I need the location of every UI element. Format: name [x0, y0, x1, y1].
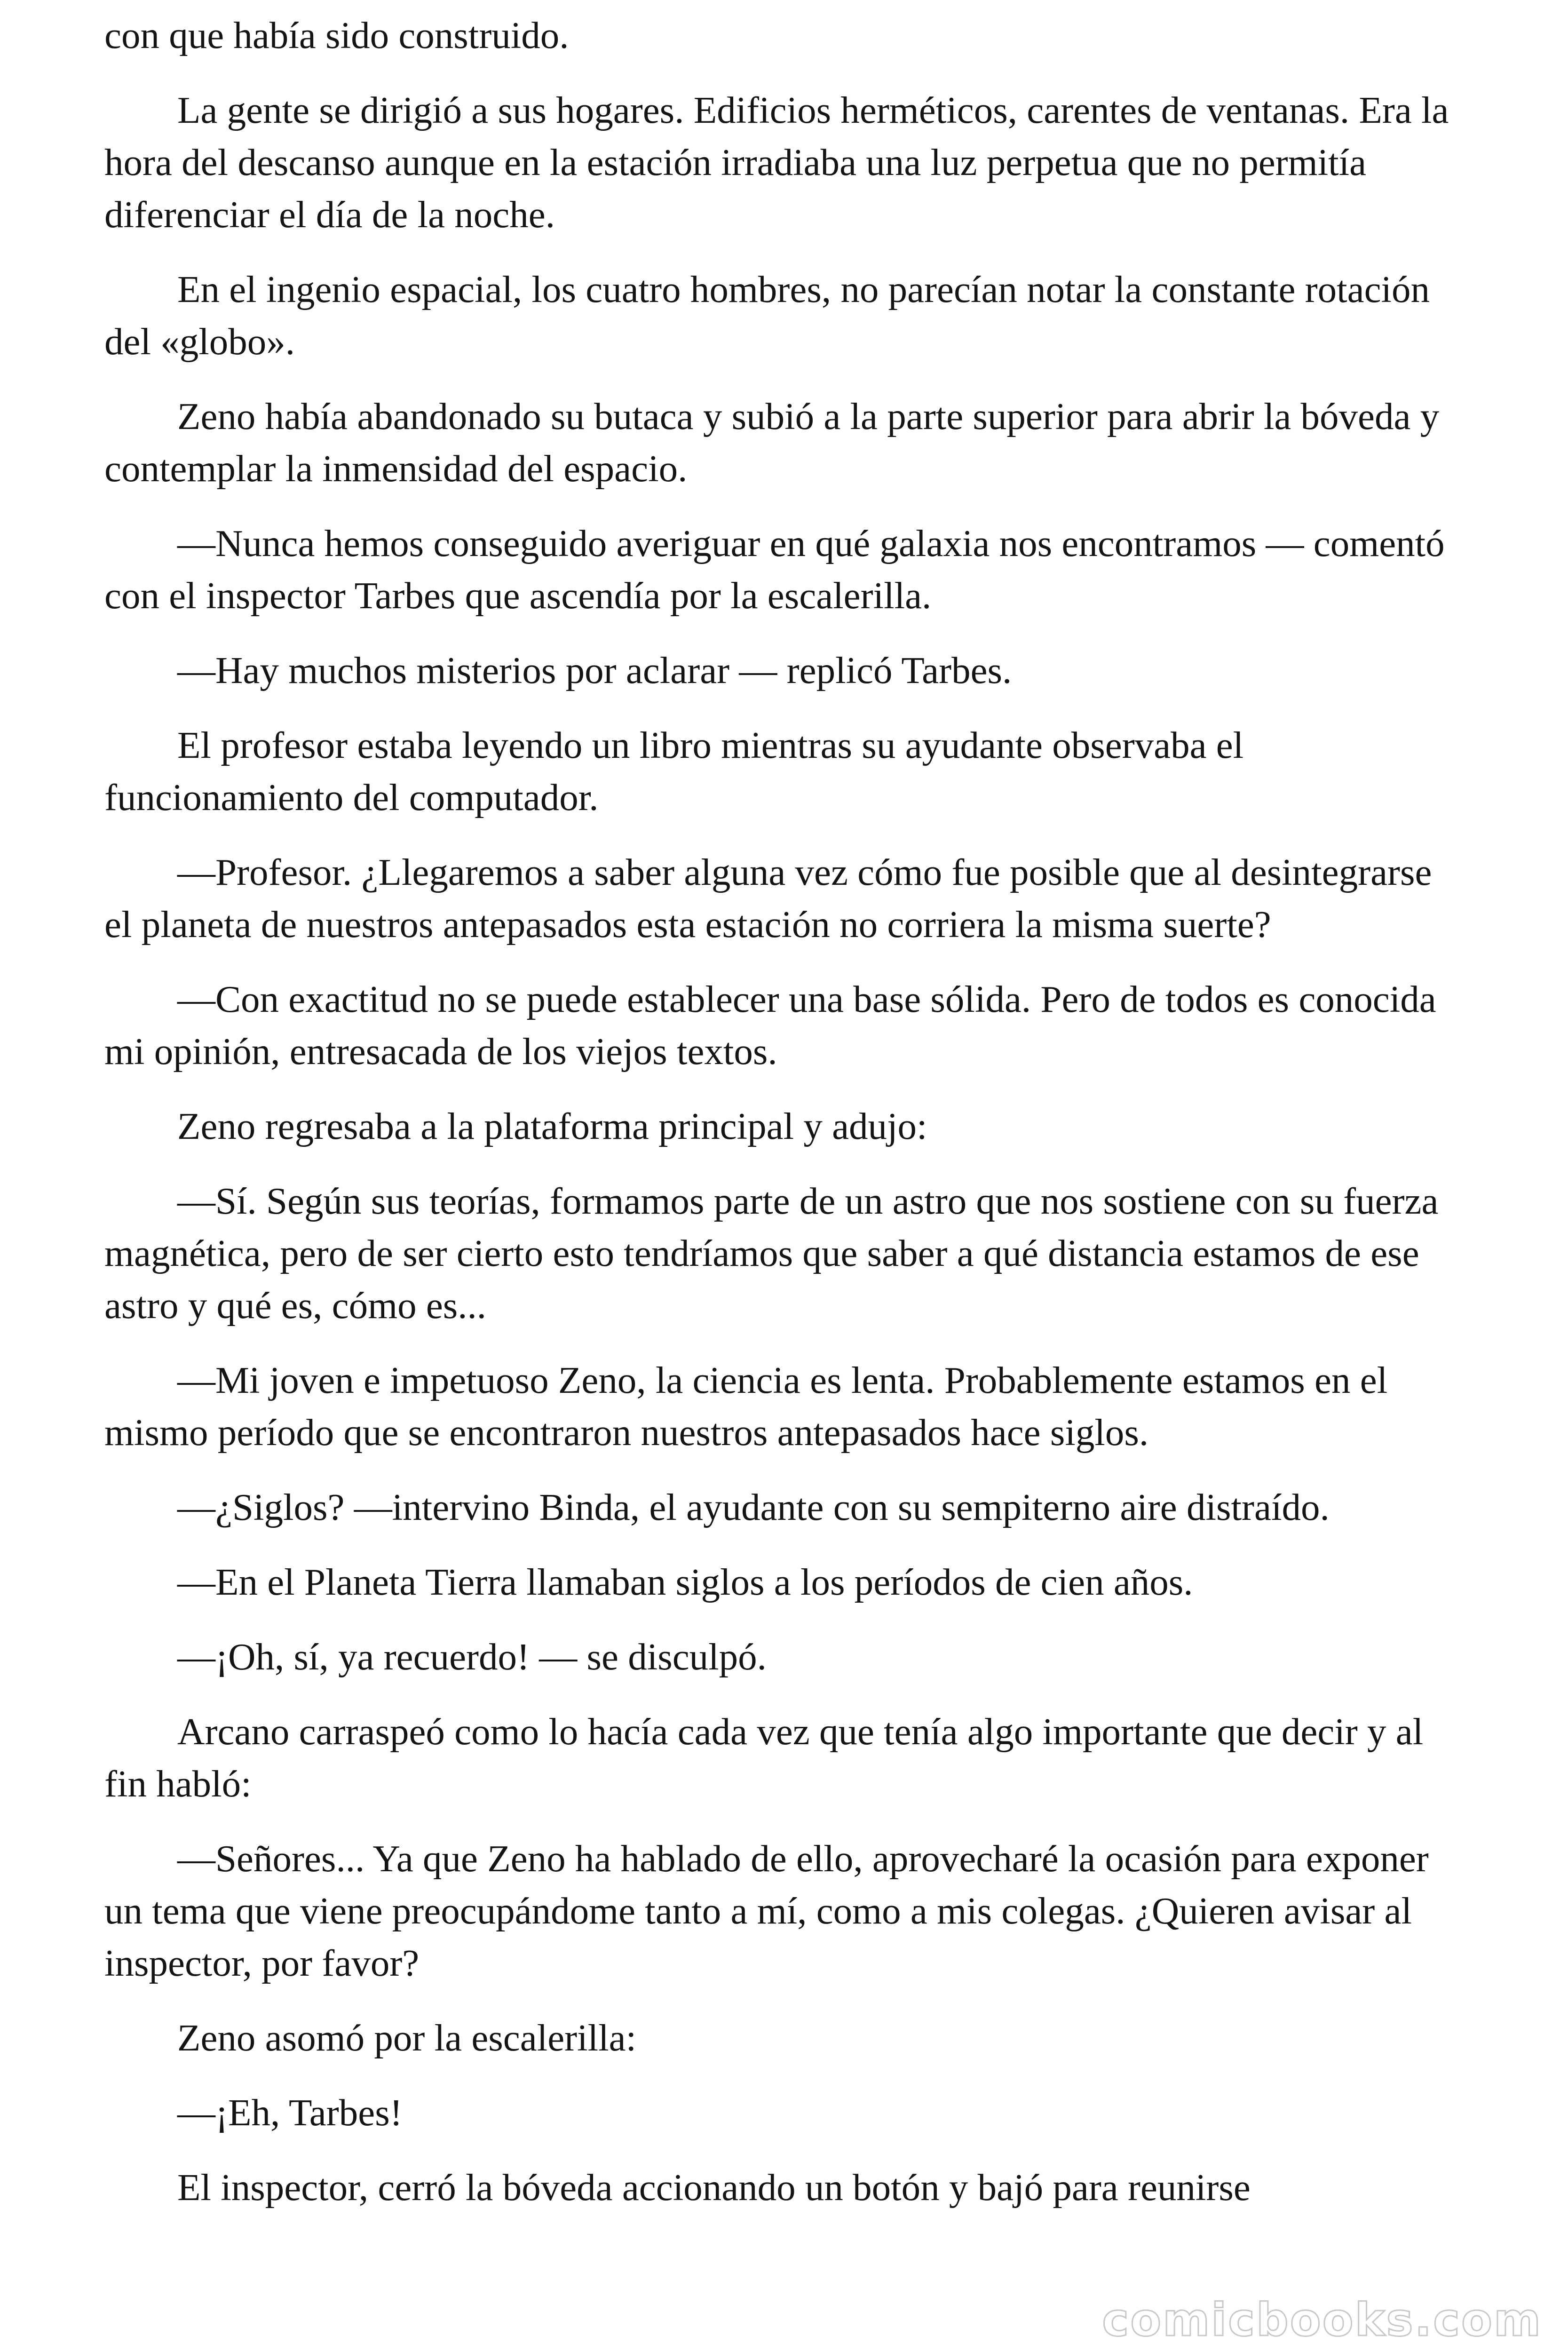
paragraph: Zeno había abandonado su butaca y subió a la parte superior para abrir la bóveda y contemplar la inmensidad del espacio. [104, 395, 1440, 490]
paragraph: —Sí. Según sus teorías, formamos parte de un astro que nos sostiene con su fuerza magnética, pero de ser cierto esto tendríamos que saber a qué distancia estamos de ese astro y qué es, cómo es... [104, 1180, 1439, 1327]
paragraph: —Señores... Ya que Zeno ha hablado de ello, aprovecharé la ocasión para exponer un tema que viene preocupándome tanto a mí, como a mis colegas. ¿Quieren avisar al inspector, por favor? [104, 1837, 1429, 1984]
paragraph: —Profesor. ¿Llegaremos a saber alguna vez cómo fue posible que al desintegrarse el planeta de nuestros antepasados esta estación no corriera la misma suerte? [104, 851, 1432, 946]
paragraph: El profesor estaba leyendo un libro mientras su ayudante observaba el funcionamiento del computador. [104, 724, 1244, 818]
paragraph: Zeno asomó por la escalerilla: [177, 2017, 637, 2059]
body-text [104, 9, 1464, 2236]
paragraph: —¡Oh, sí, ya recuerdo! — se disculpó. [177, 1636, 767, 1678]
paragraph: —En el Planeta Tierra llamaban siglos a los períodos de cien años. [177, 1561, 1193, 1603]
paragraph: La gente se dirigió a sus hogares. Edificios herméticos, carentes de ventanas. Era la hora del descanso aunque en la estación irradiaba una luz perpetua que no permitía diferenciar el día de la noche. [104, 89, 1449, 236]
paragraph: Zeno regresaba a la plataforma principal y adujo: [177, 1105, 927, 1147]
paragraph: —Con exactitud no se puede establecer una base sólida. Pero de todos es conocida mi opinión, entresacada de los viejos textos. [104, 978, 1436, 1073]
paragraph: con que había sido construido. [104, 14, 569, 56]
paragraph: Arcano carraspeó como lo hacía cada vez que tenía algo importante que decir y al fin habló: [104, 1710, 1424, 1805]
paragraph: —Hay muchos misterios por aclarar — replicó Tarbes. [177, 649, 1012, 691]
paragraph: —Mi joven e impetuoso Zeno, la ciencia es lenta. Probablemente estamos en el mismo período que se encontraron nuestros antepasados hace siglos. [104, 1359, 1388, 1454]
paragraph: El inspector, cerró la bóveda accionando un botón y bajó para reunirse [177, 2166, 1251, 2209]
paragraph: —¿Siglos? —intervino Binda, el ayudante con su sempiterno aire distraído. [177, 1486, 1330, 1528]
watermark: comicbooks.com [1102, 2294, 1542, 2346]
paragraph: En el ingenio espacial, los cuatro hombres, no parecían notar la constante rotación del «globo». [104, 268, 1430, 363]
paragraph: —¡Eh, Tarbes! [177, 2091, 403, 2134]
paragraph: —Nunca hemos conseguido averiguar en qué galaxia nos encontramos — comentó con el inspector Tarbes que ascendía por la escalerilla. [104, 522, 1445, 617]
